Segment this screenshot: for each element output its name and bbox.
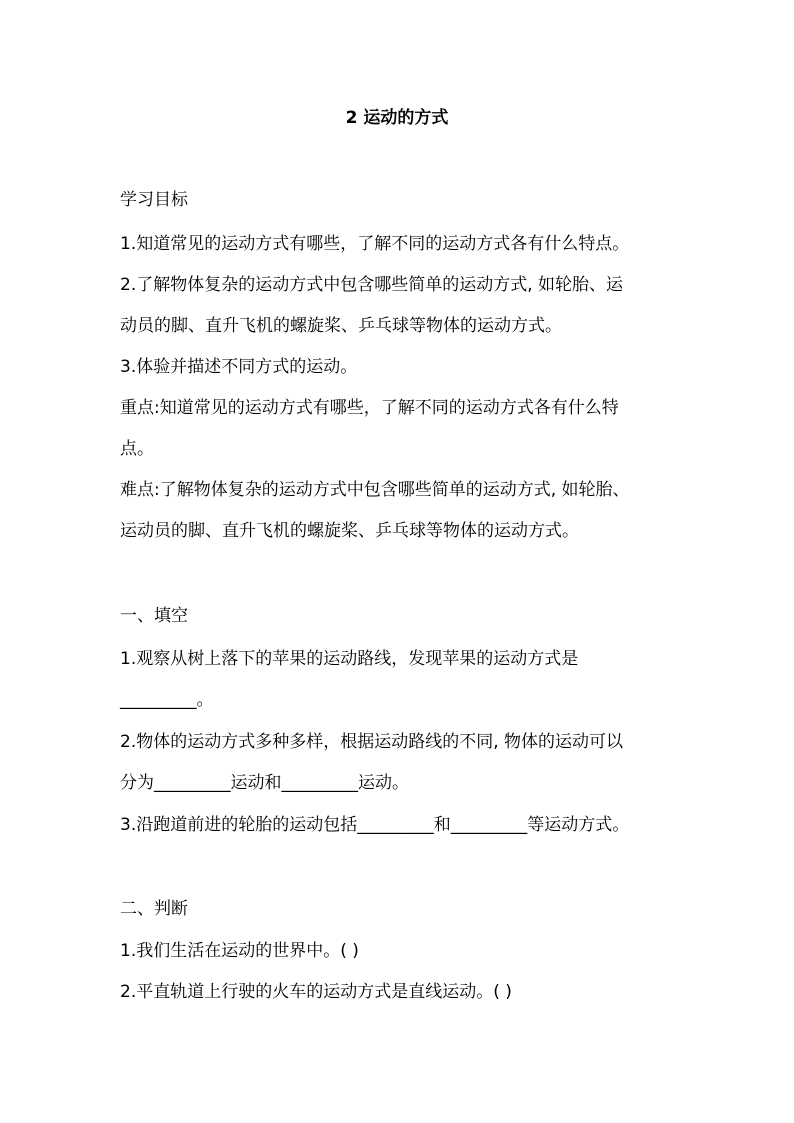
difficulty-line: 难点:了解物体复杂的运动方式中包含哪些简单的运动方式, 如轮胎、: [120, 480, 630, 500]
objective-line: 2.了解物体复杂的运动方式中包含哪些简单的运动方式, 如轮胎、运: [120, 275, 624, 295]
key-point-line: 点。: [120, 439, 154, 459]
key-point-line: 重点:知道常见的运动方式有哪些，了解不同的运动方式各有什么特: [120, 398, 619, 418]
judge-question: 2.平直轨道上行驶的火车的运动方式是直线运动。( ): [120, 982, 512, 1002]
difficulty-line: 运动员的脚、直升飞机的螺旋桨、乒乓球等物体的运动方式。: [120, 521, 579, 541]
page-title: 2 运动的方式: [345, 108, 449, 128]
fill-blank-question: 3.沿跑道前进的轮胎的运动包括_________和_________等运动方式。: [120, 815, 630, 835]
judge-question: 1.我们生活在运动的世界中。( ): [120, 941, 359, 961]
fill-blank-question: 2.物体的运动方式多种多样，根据运动路线的不同, 物体的运动可以: [120, 732, 624, 752]
fill-blank-heading: 一、填空: [120, 606, 188, 626]
fill-blank-question: _________。: [120, 690, 214, 710]
judge-heading: 二、判断: [120, 899, 188, 919]
objective-line: 动员的脚、直升飞机的螺旋桨、乒乓球等物体的运动方式。: [120, 316, 562, 336]
objective-line: 3.体验并描述不同方式的运动。: [120, 357, 358, 377]
objective-line: 1.知道常见的运动方式有哪些，了解不同的运动方式各有什么特点。: [120, 234, 630, 254]
objectives-heading: 学习目标: [120, 190, 188, 210]
fill-blank-question: 分为_________运动和_________运动。: [120, 773, 409, 793]
fill-blank-question: 1.观察从树上落下的苹果的运动路线，发现苹果的运动方式是: [120, 649, 579, 669]
